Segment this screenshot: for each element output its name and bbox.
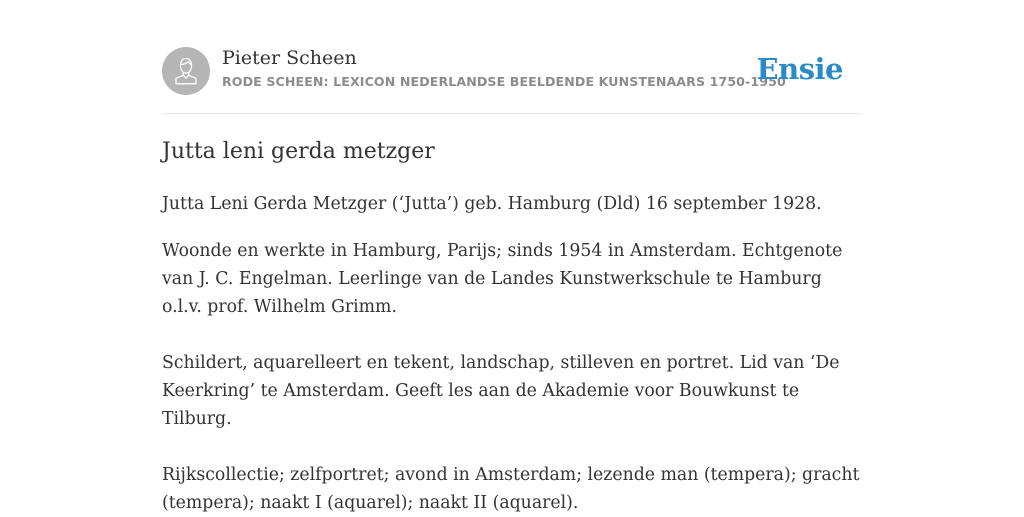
- user-silhouette-icon: [162, 47, 210, 95]
- article-paragraph: Woonde en werkte in Hamburg, Parijs; sinds 1954 in Amsterdam. Echtgenote van J. C. Engelman. Leerlinge van de Landes Kunstwerkschule te Hamburg o.l.v. prof. Wilhelm Grimm.: [162, 241, 843, 317]
- article-body: [162, 190, 862, 517]
- paragraph-gap: [162, 433, 862, 461]
- avatar[interactable]: [162, 47, 210, 95]
- source-title[interactable]: RODE SCHEEN: LEXICON NEDERLANDSE BEELDENDE KUNSTENAARS 1750-1950: [222, 74, 786, 89]
- article-intro: Jutta Leni Gerda Metzger (‘Jutta’) geb. Hamburg (Dld) 16 september 1928.: [162, 194, 822, 214]
- page: [162, 0, 862, 513]
- brand-logo[interactable]: Ensie: [756, 52, 843, 86]
- author-name[interactable]: Pieter Scheen: [222, 47, 357, 69]
- paragraph-gap: [162, 321, 862, 349]
- article-title: Jutta leni gerda metzger: [162, 139, 435, 164]
- article-paragraph: Schildert, aquarelleert en tekent, landschap, stilleven en portret. Lid van ‘De Keerkring’ te Amsterdam. Geeft les aan de Akademie voor Bouwkunst te Tilburg.: [162, 353, 840, 429]
- header: [162, 0, 862, 114]
- article-paragraph: Rijkscollectie; zelfportret; avond in Amsterdam; lezende man (tempera); gracht (tempera); naakt I (aquarel); naakt II (aquarel).: [162, 465, 860, 513]
